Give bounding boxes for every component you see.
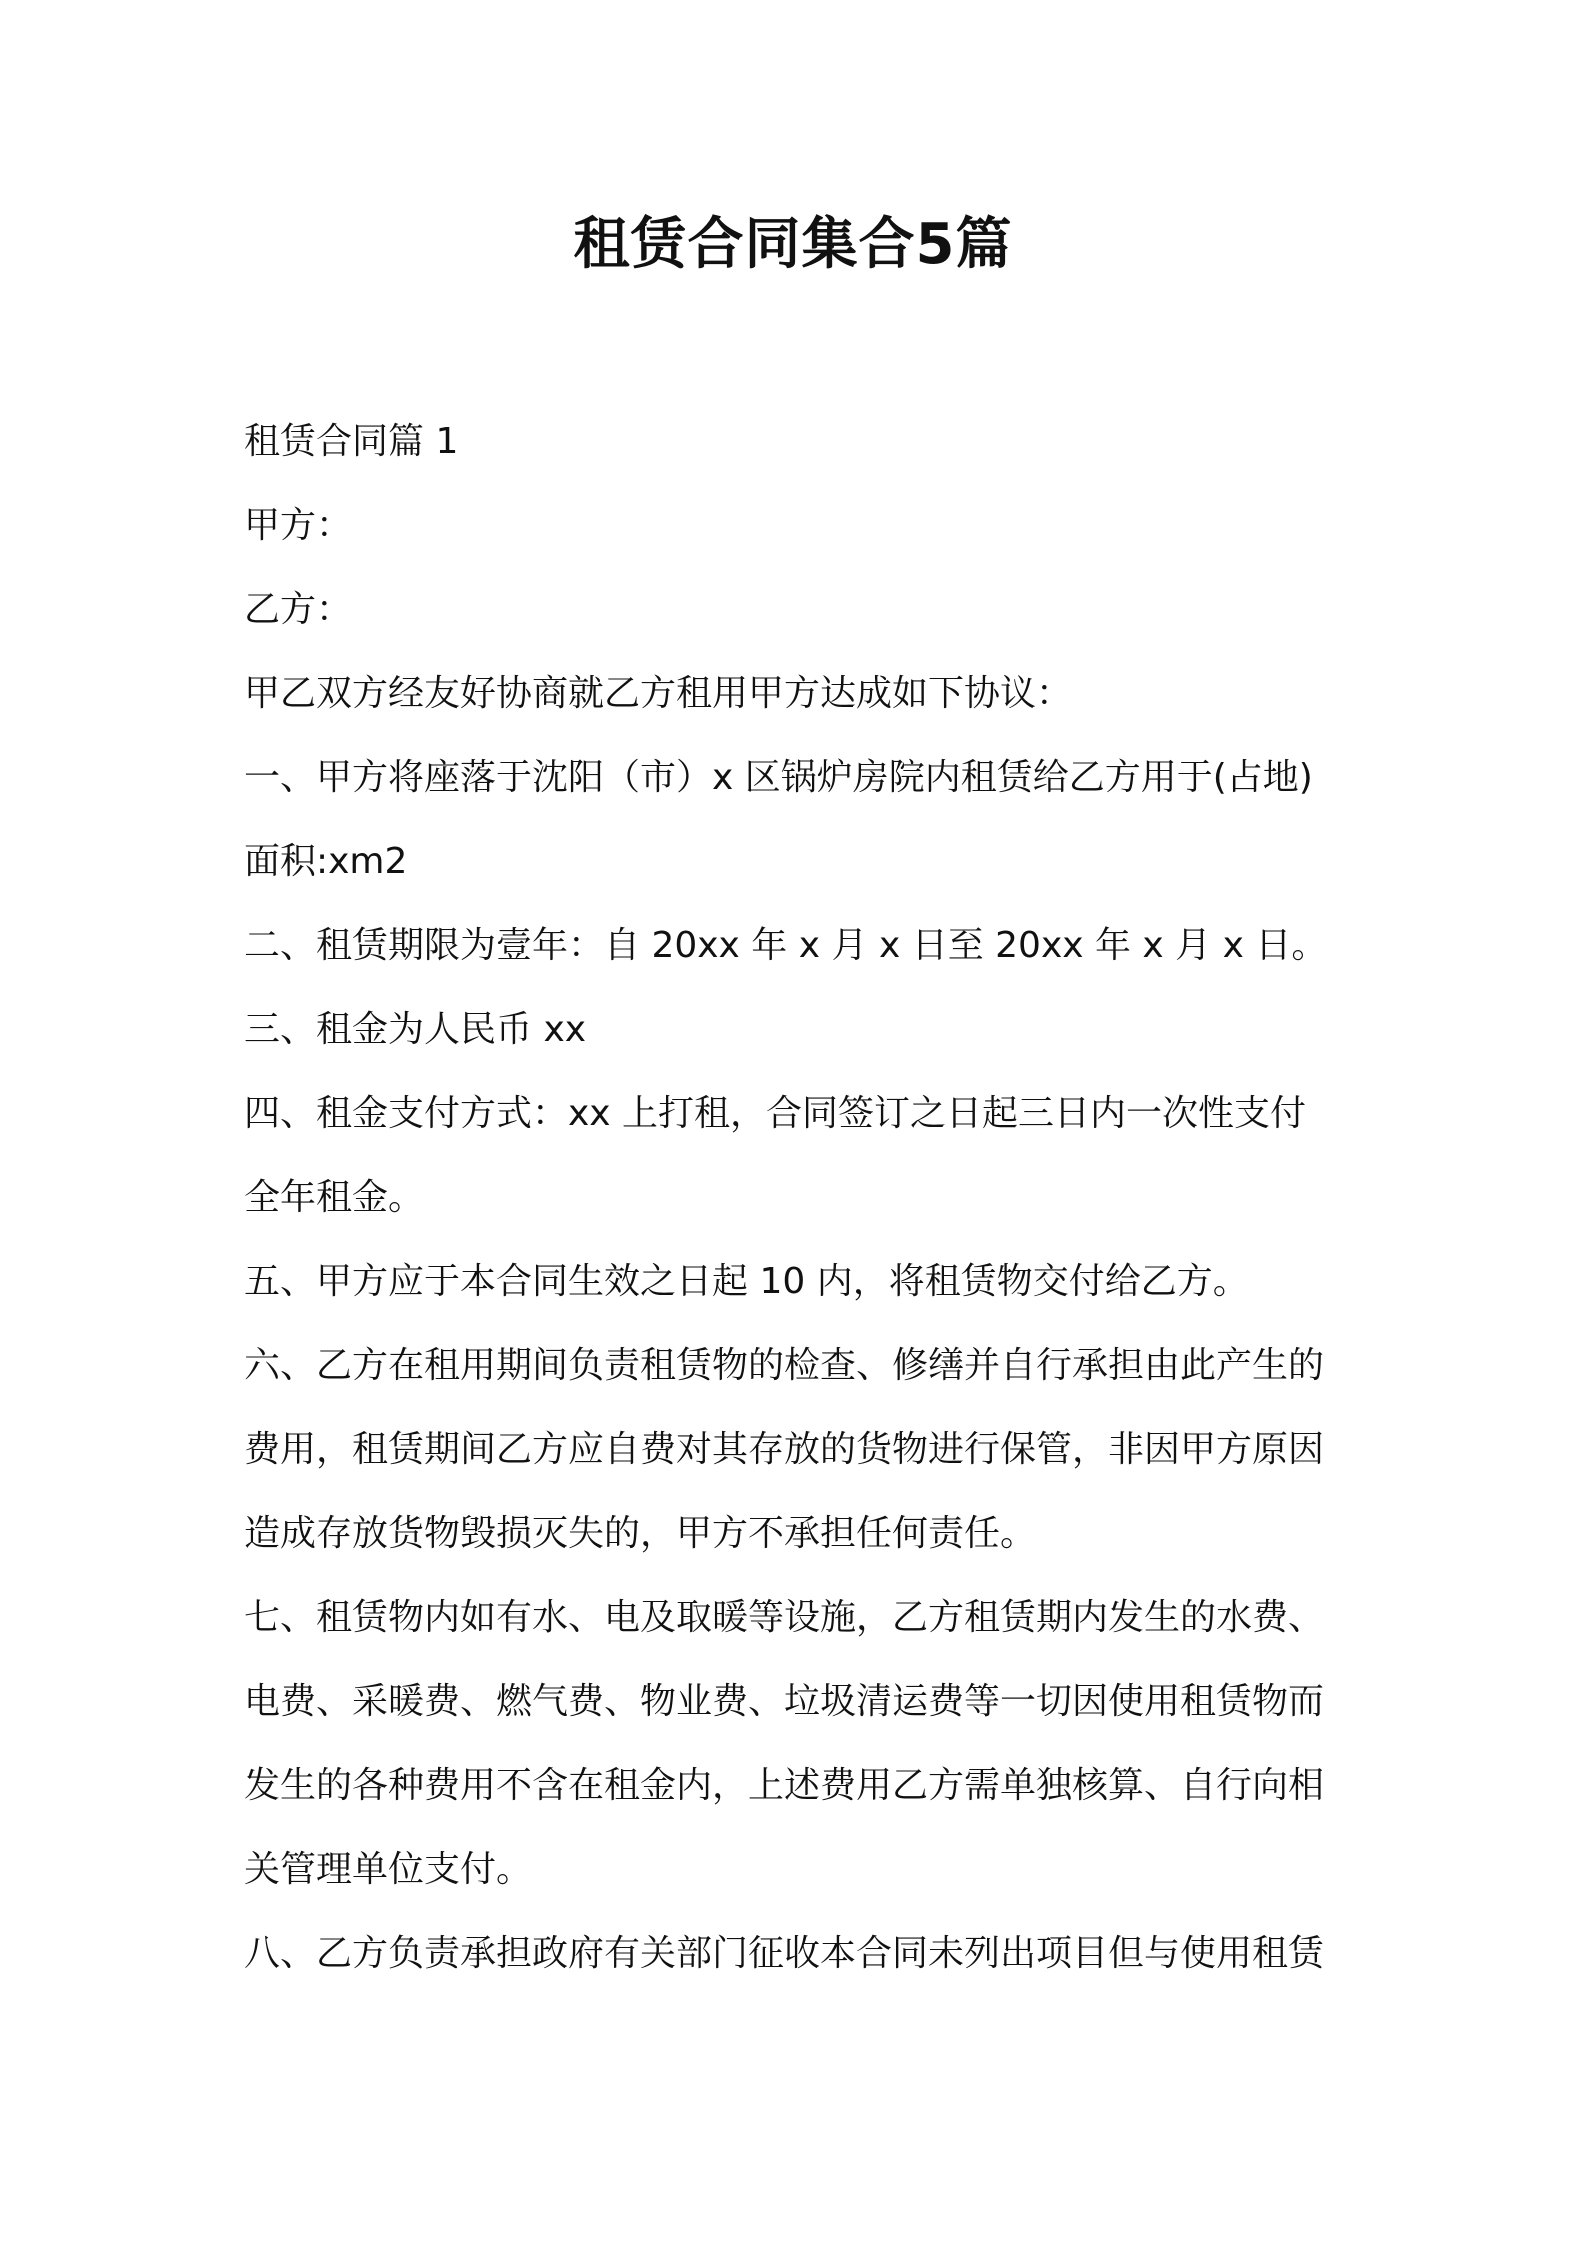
clause-4-line-2: 全年租金。 xyxy=(244,1177,425,1218)
clause-7-line-1: 七、租赁物内如有水、电及取暖等设施，乙方租赁期内发生的水费、 xyxy=(244,1597,1325,1638)
clause-1-line-2: 面积:xm2 xyxy=(244,841,408,882)
agreement-intro: 甲乙双方经友好协商就乙方租用甲方达成如下协议： xyxy=(244,673,1073,714)
clause-6-line-3: 造成存放货物毁损灭失的，甲方不承担任何责任。 xyxy=(244,1513,1037,1554)
clause-7-line-4: 关管理单位支付。 xyxy=(244,1849,533,1890)
party-b-line: 乙方： xyxy=(244,589,353,630)
clause-5: 五、甲方应于本合同生效之日起 10 内，将租赁物交付给乙方。 xyxy=(244,1261,1249,1302)
clause-8-line-1: 八、乙方负责承担政府有关部门征收本合同未列出项目但与使用租赁 xyxy=(244,1933,1325,1974)
party-a-line: 甲方： xyxy=(244,505,353,546)
clause-6-line-2: 费用，租赁期间乙方应自费对其存放的货物进行保管，非因甲方原因 xyxy=(244,1429,1325,1470)
clause-7-line-2: 电费、采暖费、燃气费、物业费、垃圾清运费等一切因使用租赁物而 xyxy=(244,1681,1325,1722)
clause-3: 三、租金为人民币 xx xyxy=(244,1009,587,1050)
document-body xyxy=(244,400,1364,1996)
section-heading: 租赁合同篇 1 xyxy=(244,421,459,462)
clause-1-line-1: 一、甲方将座落于沈阳（市）x 区锅炉房院内租赁给乙方用于(占地) xyxy=(244,757,1313,798)
clause-7-line-3: 发生的各种费用不含在租金内，上述费用乙方需单独核算、自行向相 xyxy=(244,1765,1325,1806)
document-title: 租赁合同集合5篇 xyxy=(573,212,1013,277)
clause-4-line-1: 四、租金支付方式：xx 上打租，合同签订之日起三日内一次性支付 xyxy=(244,1093,1307,1134)
clause-6-line-1: 六、乙方在租用期间负责租赁物的检查、修缮并自行承担由此产生的 xyxy=(244,1345,1325,1386)
clause-2: 二、租赁期限为壹年：自 20xx 年 x 月 x 日至 20xx 年 x 月 x 日。 xyxy=(244,925,1328,966)
